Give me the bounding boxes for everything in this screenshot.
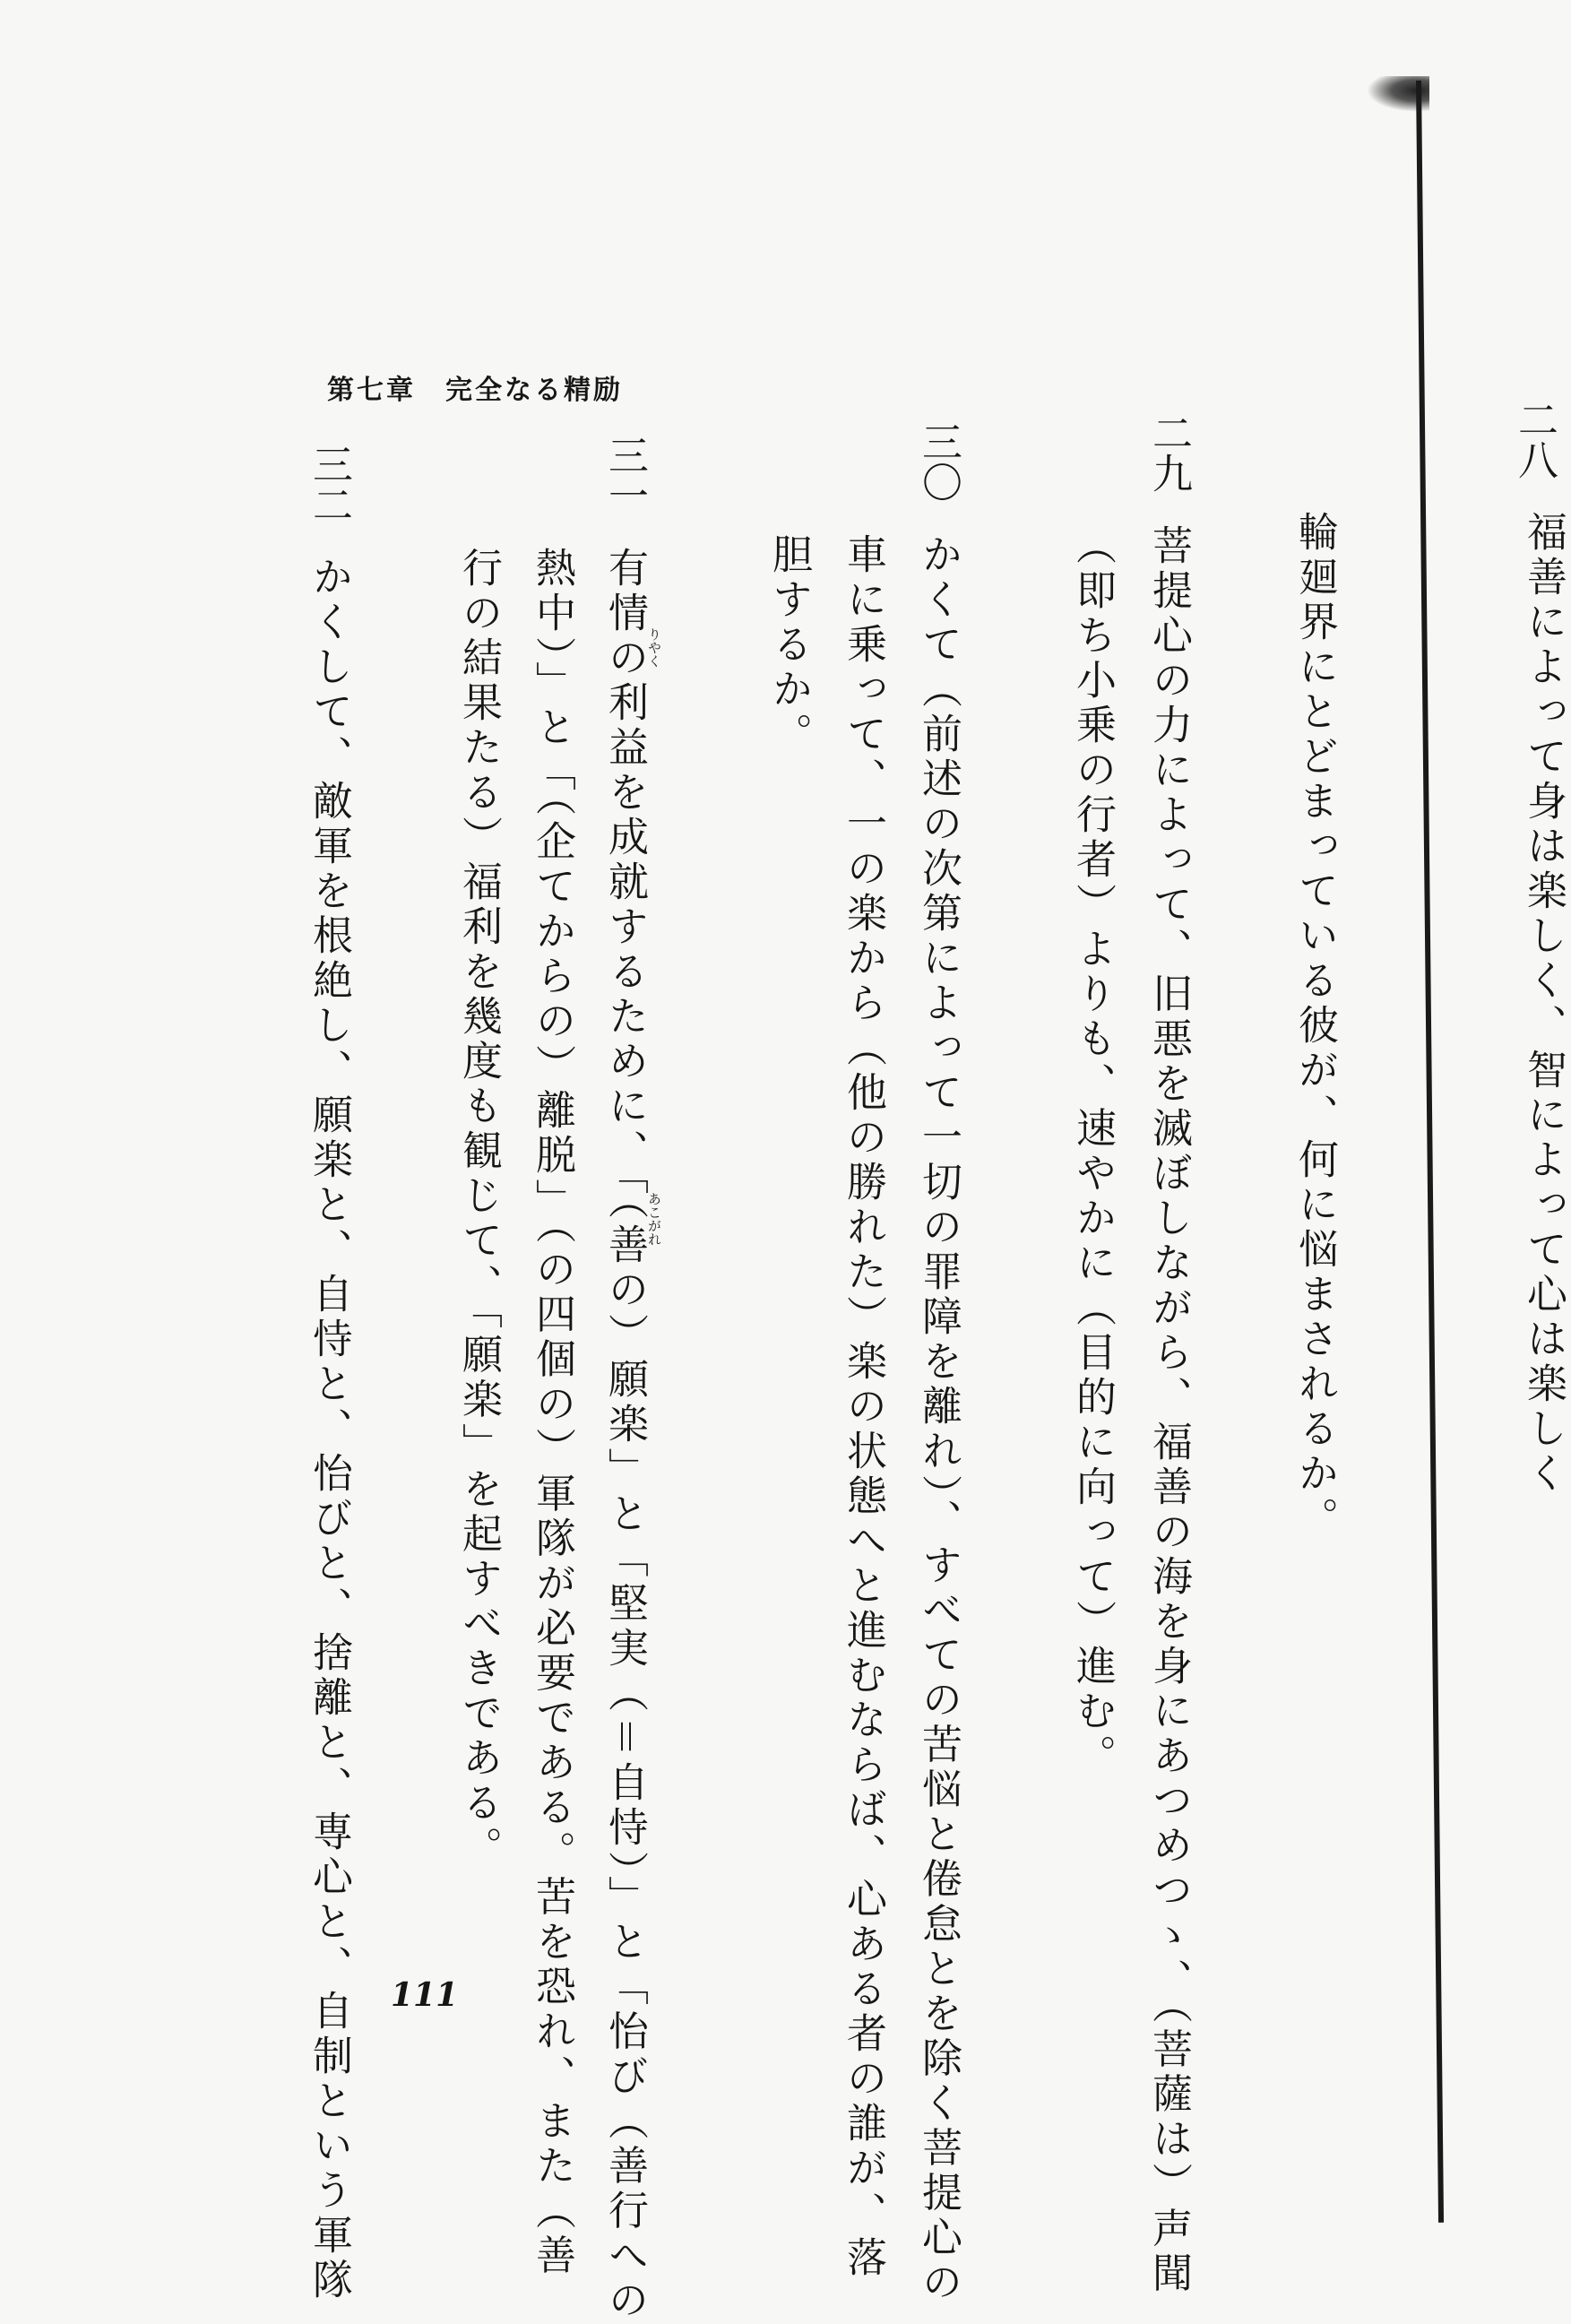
verse-number-29: 二九 <box>1145 412 1193 493</box>
ruby-rieki: りやく <box>646 627 662 668</box>
page-binding-edge <box>1416 81 1444 2223</box>
verse-28-line-2: 輪廻界にとどまっている彼が、何に悩まされるか。 <box>1291 511 1339 1542</box>
verse-31-line-1: 有情の利益を成就するために、「（善の）願楽」と「堅実（＝自恃）」と「怡び（善行への <box>601 547 649 2324</box>
verse-number-32: 三二 <box>306 444 353 524</box>
verse-31-line-3: 行の結果たる）福利を幾度も観じて、「願楽」を起すべきである。 <box>455 547 503 1871</box>
verse-29-line-2: （即ち小乗の行者）よりも、速やかに（目的に向って）進む。 <box>1069 524 1117 1779</box>
verse-32-line-1: かくして、敵軍を根絶し、願楽と、自恃と、怡びと、捨離と、専心と、自制という軍隊 <box>306 556 353 2303</box>
verse-29-line-1: 菩提心の力によって、旧悪を滅ぼしながら、福善の海を身にあつめつゝ、（菩薩は）声聞 <box>1145 524 1193 2297</box>
verse-number-28: 二八 <box>1511 399 1558 479</box>
verse-30-line-2: 車に乗って、一の楽から（他の勝れた）楽の状態へと進むならば、心ある者の誰が、落 <box>840 533 887 2281</box>
ruby-akogare: あこがれ <box>646 1192 662 1246</box>
verse-30-line-1: かくて（前述の次第によって一切の罪障を離れ）、すべての苦悩と倦怠とを除く菩提心の <box>915 533 962 2306</box>
page-number: 111 <box>391 1976 459 2014</box>
verse-30-line-3: 胆するか。 <box>765 533 813 757</box>
verse-31-line-2: 熱中）」と「（企てからの）離脱」（の四個の）軍隊が必要である。苦を恐れ、また（善 <box>529 547 576 2279</box>
verse-number-30: 三〇 <box>915 421 962 502</box>
running-header: 第七章 完全なる精励 <box>327 375 623 406</box>
verse-28-line-1: 福善によって身は楽しく、智によって心は楽しく <box>1520 511 1567 1497</box>
verse-number-31: 三一 <box>601 435 649 515</box>
